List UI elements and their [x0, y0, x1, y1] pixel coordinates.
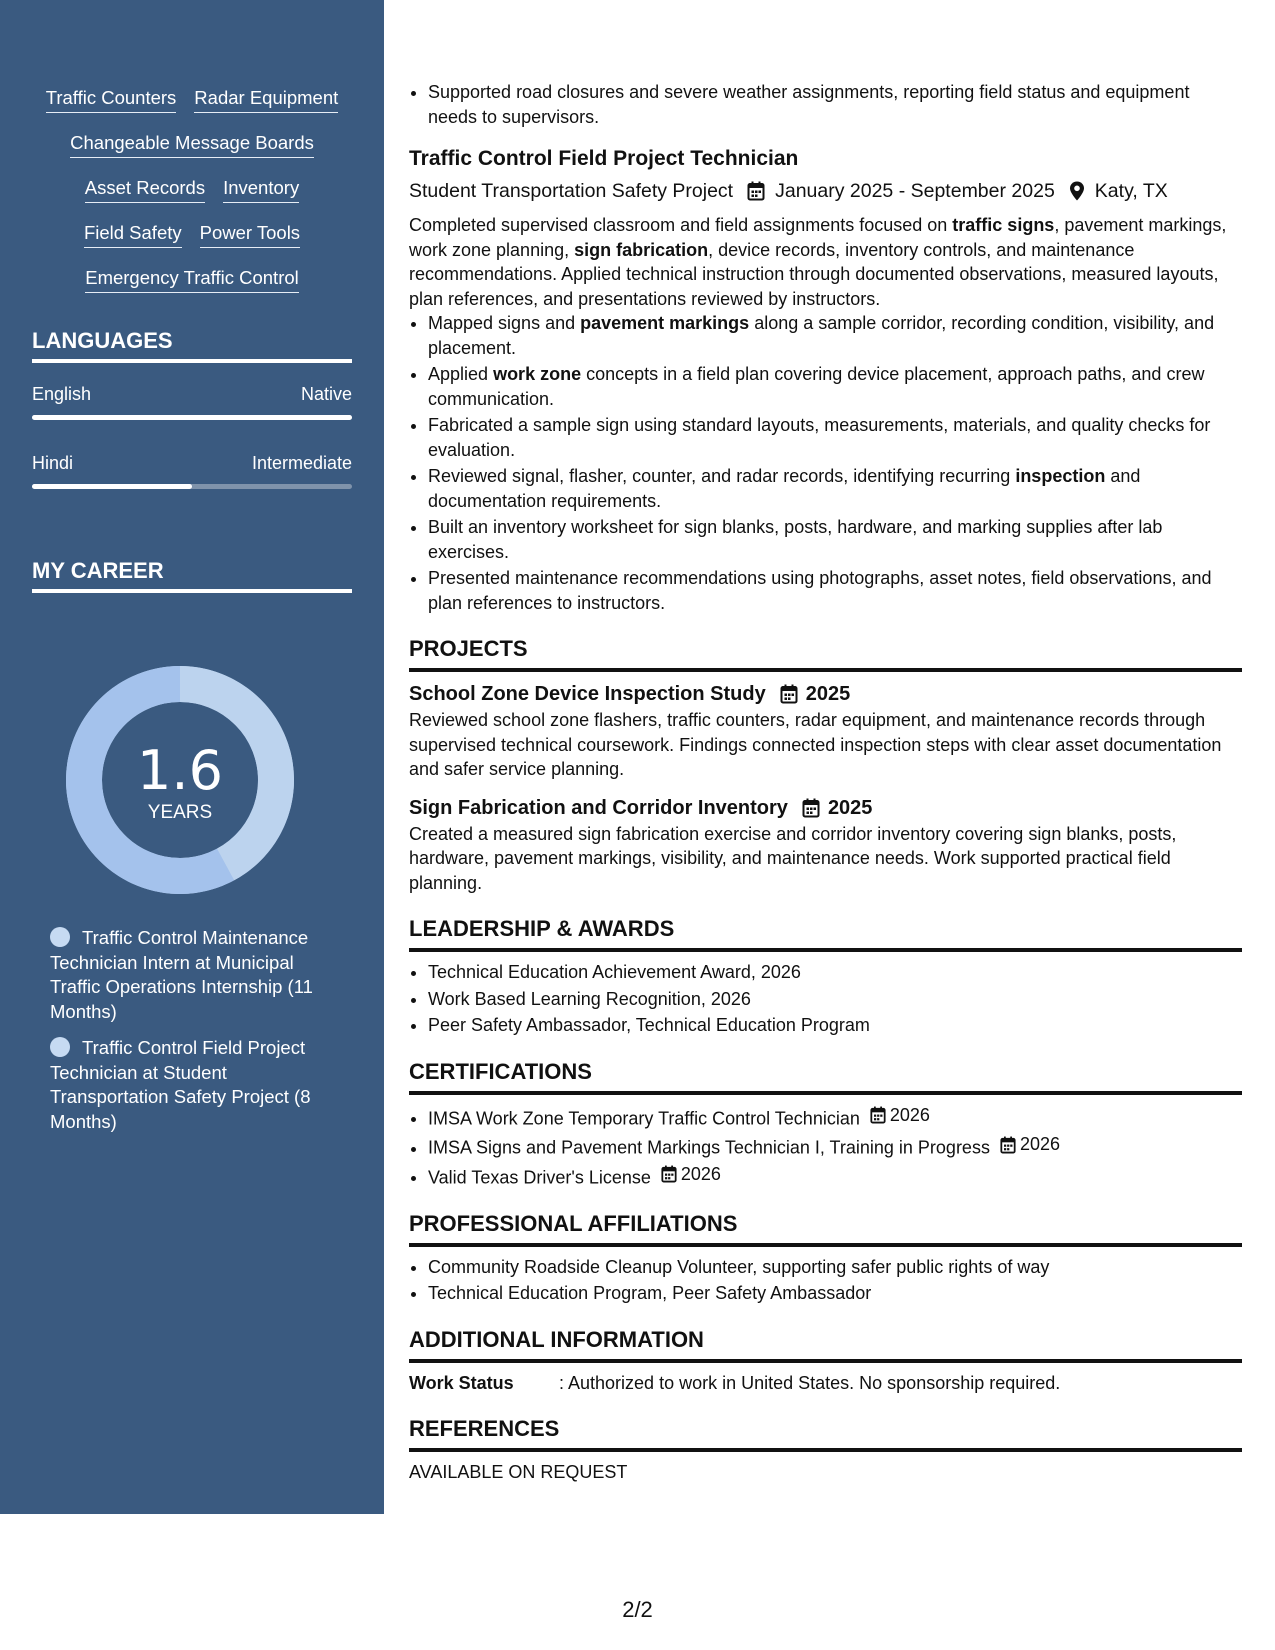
- certifications-list: [409, 1103, 1242, 1190]
- job-bullet: • Built an inventory worksheet for sign blanks, posts, hardware, and marking supplies after lab exercises.: [428, 515, 1242, 564]
- affiliations-list: [409, 1255, 1242, 1306]
- job-bullet: • Mapped signs and pavement markings along a sample corridor, recording condition, visibility, and placement.: [428, 311, 1242, 360]
- award-item: • Peer Safety Ambassador, Technical Education Program: [428, 1013, 1242, 1038]
- calendar-icon: [802, 798, 820, 818]
- job-org: Student Transportation Safety Project: [409, 180, 734, 202]
- affiliation-item: • Technical Education Program, Peer Safety Ambassador: [428, 1281, 1242, 1306]
- certification-year: 2026: [680, 1164, 721, 1184]
- job-location: Katy, TX: [1094, 180, 1168, 202]
- certification-date: [661, 1162, 721, 1187]
- skill-tag: Emergency Traffic Control: [85, 266, 299, 293]
- certification-item: [428, 1162, 1242, 1190]
- skill-tag: Radar Equipment: [194, 86, 338, 113]
- main-content: [409, 80, 1242, 1485]
- career-item-text: Traffic Control Maintenance Technician Intern at Municipal Traffic Operations Internship (11 Months): [50, 927, 313, 1022]
- job-bullet: • Fabricated a sample sign using standard layouts, measurements, materials, and quality checks for evaluation.: [428, 413, 1242, 462]
- skill-row: [32, 131, 352, 176]
- project-description: Reviewed school zone flashers, traffic counters, radar equipment, and maintenance records through supervised technical coursework. Findings connected inspection steps with clear asset documentation and safer service planning.: [409, 710, 1222, 779]
- certification-item: [428, 1103, 1242, 1131]
- project-description: Created a measured sign fabrication exercise and corridor inventory covering sign blanks, posts, hardware, pavement markings, visibility, and maintenance needs. Work supported practical field planning.: [409, 823, 1177, 893]
- affiliation-item: • Community Roadside Cleanup Volunteer, supporting safer public rights of way: [428, 1255, 1242, 1280]
- job-bullet: • Applied work zone concepts in a field plan covering device placement, approach paths, and crew communication.: [428, 362, 1242, 411]
- job-bullets-continued: [409, 80, 1242, 129]
- awards-list: [409, 960, 1242, 1038]
- certification-year: 2026: [1019, 1134, 1060, 1155]
- skill-tag: Changeable Message Boards: [70, 131, 314, 158]
- language-bar-fill: [32, 484, 192, 489]
- certification-name: Valid Texas Driver's License: [428, 1167, 651, 1188]
- skill-row: [32, 266, 352, 311]
- job-bullets: [409, 311, 1242, 615]
- certification-name: IMSA Work Zone Temporary Traffic Control Technician: [428, 1107, 860, 1128]
- project-year: 2025: [805, 683, 851, 705]
- language-bar: [32, 415, 352, 420]
- career-heading: MY CAREER: [32, 558, 352, 593]
- skill-row: [32, 176, 352, 221]
- job-bullet: • Supported road closures and severe weather assignments, reporting field status and equipment needs to supervisors.: [428, 80, 1242, 129]
- skills-list: [32, 86, 352, 311]
- skill-tag: Field Safety: [84, 221, 182, 248]
- certification-item: [428, 1132, 1242, 1160]
- calendar-icon: [1000, 1136, 1016, 1154]
- sidebar: [0, 0, 384, 1514]
- certification-name: IMSA Signs and Pavement Markings Technician I, Training in Progress: [428, 1137, 990, 1158]
- bullet-dot-icon: [50, 1037, 70, 1057]
- additional-info-heading: ADDITIONAL INFORMATION: [409, 1326, 1242, 1363]
- project-title: Sign Fabrication and Corridor Inventory: [409, 796, 788, 819]
- page-number: 2/2: [622, 1597, 653, 1622]
- certification-year: 2026: [889, 1104, 930, 1125]
- career-item: [50, 1036, 340, 1134]
- bullet-dot-icon: [50, 927, 70, 947]
- language-english: [32, 384, 352, 420]
- map-pin-icon: [1069, 181, 1085, 201]
- language-bar: [32, 484, 352, 489]
- skill-tag: Asset Records: [85, 176, 205, 203]
- calendar-icon: [661, 1165, 677, 1183]
- skill-tag: Traffic Counters: [46, 86, 177, 113]
- job-bullet: • Reviewed signal, flasher, counter, and radar records, identifying recurring inspection and documentation requirements.: [428, 464, 1242, 513]
- language-hindi: [32, 453, 352, 489]
- award-item: • Technical Education Achievement Award, 2026: [428, 960, 1242, 985]
- certification-date: [1000, 1132, 1060, 1157]
- award-item: • Work Based Learning Recognition, 2026: [428, 987, 1242, 1012]
- job-bullet: • Presented maintenance recommendations using photographs, asset notes, field observations, and plan references to instructors.: [428, 566, 1242, 615]
- projects-heading: PROJECTS: [409, 635, 1242, 672]
- certification-date: [870, 1103, 930, 1128]
- job-meta: [409, 177, 1242, 205]
- career-years-label: YEARS: [147, 802, 213, 823]
- calendar-icon: [780, 684, 798, 704]
- project-year: 2025: [827, 796, 873, 819]
- work-status-value: : Authorized to work in United States. No sponsorship required.: [559, 1372, 1061, 1393]
- career-list: [50, 926, 340, 1146]
- affiliations-heading: PROFESSIONAL AFFILIATIONS: [409, 1210, 1242, 1247]
- language-name: English: [32, 384, 92, 404]
- skill-row: [32, 221, 352, 266]
- skill-tag: Power Tools: [200, 221, 300, 248]
- career-item: [50, 926, 340, 1024]
- language-level: Native: [300, 384, 352, 404]
- references-heading: REFERENCES: [409, 1415, 1242, 1452]
- languages-heading: LANGUAGES: [32, 328, 352, 363]
- calendar-icon: [747, 181, 765, 201]
- project: [409, 680, 1242, 782]
- language-level: Intermediate: [251, 453, 352, 473]
- career-donut-chart: [66, 666, 294, 894]
- skill-tag: Inventory: [223, 176, 299, 203]
- calendar-icon: [870, 1106, 886, 1124]
- language-name: Hindi: [32, 453, 74, 473]
- references-value: AVAILABLE ON REQUEST: [409, 1462, 628, 1483]
- career-years-value: 1.6: [137, 739, 223, 802]
- project: [409, 794, 1242, 896]
- job-title: Traffic Control Field Project Technician: [409, 147, 799, 170]
- language-bar-fill: [32, 415, 352, 420]
- awards-heading: LEADERSHIP & AWARDS: [409, 915, 1242, 952]
- skill-row: [32, 86, 352, 131]
- work-status-label: Work Status: [409, 1372, 514, 1393]
- work-status-row: [409, 1371, 1242, 1396]
- certifications-heading: CERTIFICATIONS: [409, 1058, 1242, 1095]
- job-dates: January 2025 - September 2025: [775, 180, 1055, 202]
- job-summary: Completed supervised classroom and field assignments focused on traffic signs, pavement markings, work zone planning, sign fabrication, device records, inventory controls, and maintenance recommendations. Applied technical instruction through documented observations, measured layouts, plan references, and presentations reviewed by instructors.: [409, 215, 1227, 309]
- project-title: School Zone Device Inspection Study: [409, 683, 766, 705]
- career-item-text: Traffic Control Field Project Technician at Student Transportation Safety Project (8 Months): [50, 1037, 311, 1132]
